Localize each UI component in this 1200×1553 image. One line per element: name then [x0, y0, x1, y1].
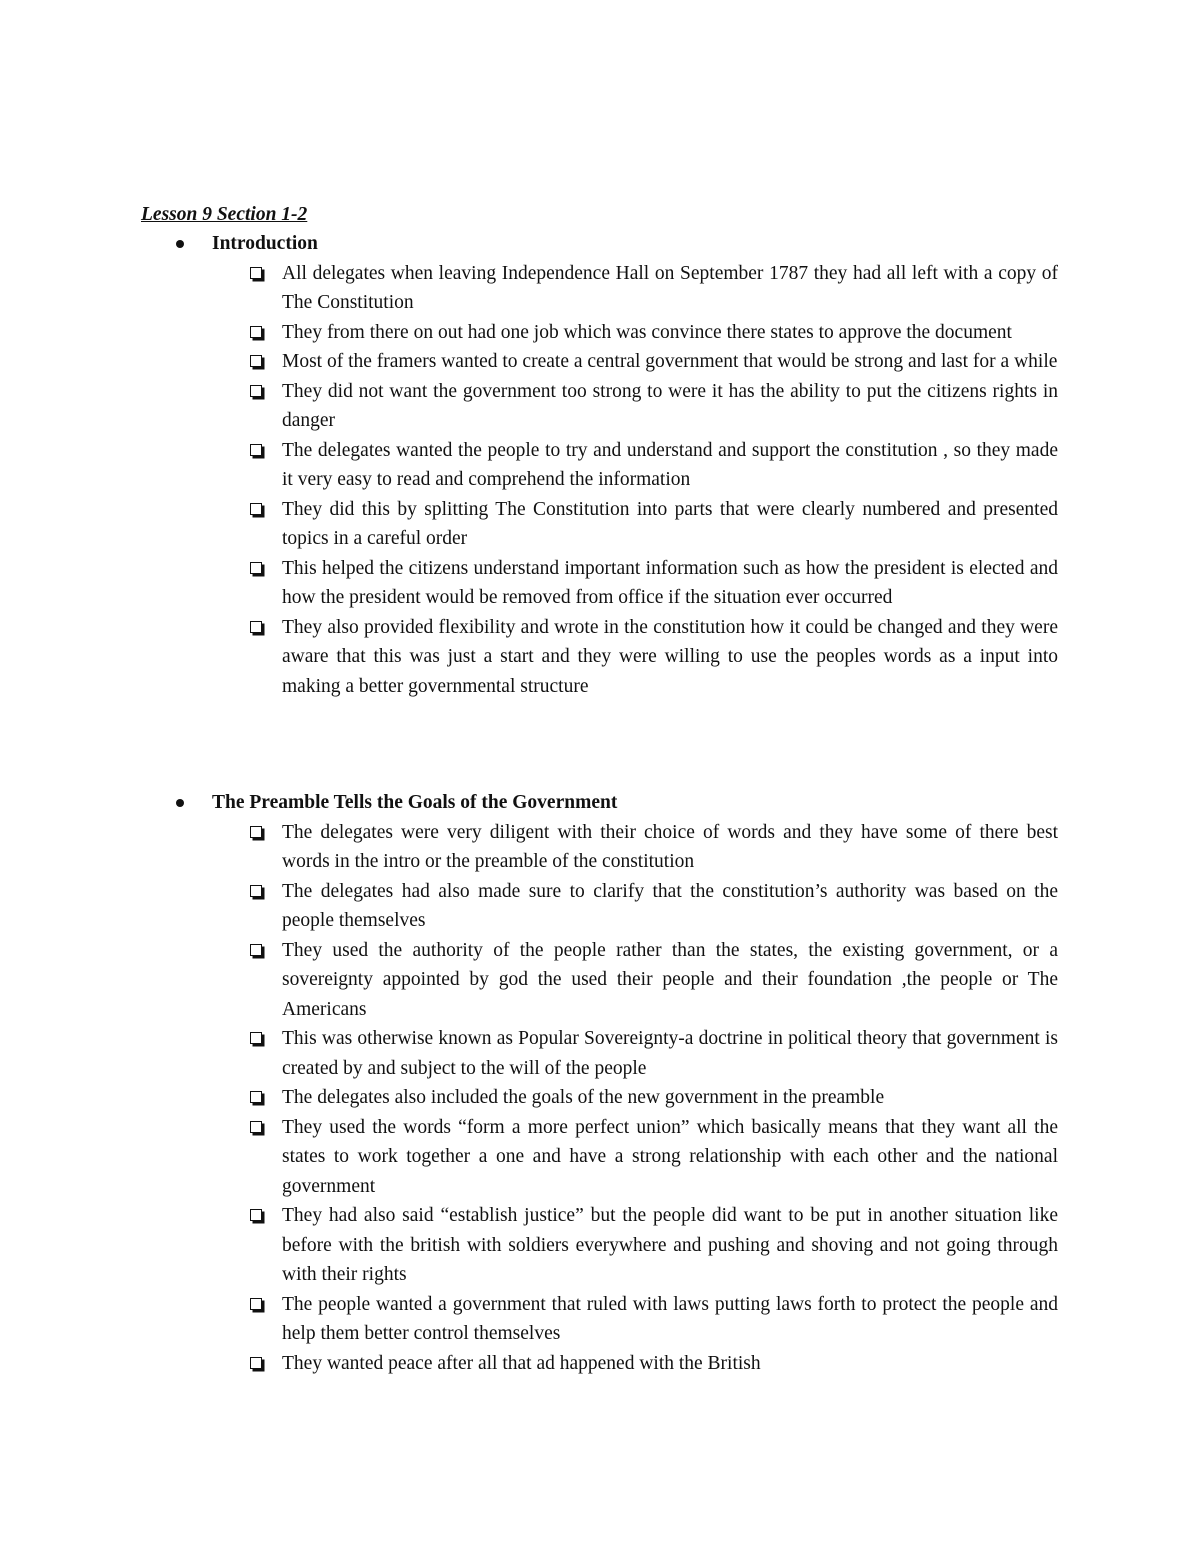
- checkbox-bullet-icon: [250, 826, 262, 838]
- document-title: Lesson 9 Section 1-2: [141, 204, 308, 225]
- list-item-text: They did not want the government too strong to were it has the ability to put the citizens rights in danger: [282, 380, 1058, 431]
- checkbox-bullet-icon: [250, 1209, 262, 1221]
- list-item: [0, 495, 1200, 554]
- checkbox-bullet-icon: [250, 267, 262, 279]
- checkbox-bullet-icon: [250, 1121, 262, 1133]
- section-header: [0, 229, 1200, 259]
- section-heading: Introduction: [212, 233, 318, 254]
- checkbox-bullet-icon: [250, 326, 262, 338]
- checkbox-bullet-icon: [250, 1298, 262, 1310]
- list-item-text: They did this by splitting The Constitution into parts that were clearly numbered and presented topics in a careful order: [282, 498, 1058, 549]
- section-introduction: [0, 229, 1200, 701]
- bullet-dot-icon: [176, 799, 184, 807]
- list-item-text: Most of the framers wanted to create a central government that would be strong and last for a while: [282, 351, 1058, 372]
- list-item: [0, 1349, 1200, 1379]
- list-item-text: This helped the citizens understand important information such as how the president is elected and how the president would be removed from office if the situation ever occurred: [282, 557, 1058, 608]
- checkbox-bullet-icon: [250, 355, 262, 367]
- list-item: [0, 613, 1200, 702]
- list-item: [0, 1083, 1200, 1113]
- list-item: [0, 936, 1200, 1025]
- list-item: [0, 1113, 1200, 1202]
- checkbox-bullet-icon: [250, 944, 262, 956]
- list-item-text: They from there on out had one job which was convince there states to approve the document: [282, 321, 1012, 343]
- list-item-text: They used the authority of the people rather than the states, the existing government, or a sovereignty appointed by god the used their people and their foundation ,the people or The Americans: [282, 939, 1058, 1020]
- list-item-text: They wanted peace after all that ad happened with the British: [282, 1352, 761, 1374]
- list-item: [0, 259, 1200, 318]
- checkbox-bullet-icon: [250, 444, 262, 456]
- section-heading: The Preamble Tells the Goals of the Government: [212, 792, 618, 813]
- list-item-text: The delegates also included the goals of the new government in the preamble: [282, 1087, 885, 1108]
- list-item: [0, 1024, 1200, 1083]
- list-item: [0, 1290, 1200, 1349]
- list-item: [0, 347, 1200, 377]
- list-item-text: The delegates had also made sure to clarify that the constitution’s authority was based on the people themselves: [282, 880, 1058, 931]
- bullet-list: [0, 818, 1200, 1379]
- checkbox-bullet-icon: [250, 385, 262, 397]
- list-item: [0, 818, 1200, 877]
- checkbox-bullet-icon: [250, 562, 262, 574]
- list-item-text: All delegates when leaving Independence Hall on September 1787 they had all left with a copy of The Constitution: [282, 262, 1058, 313]
- section-preamble: [0, 788, 1200, 1378]
- checkbox-bullet-icon: [250, 1032, 262, 1044]
- checkbox-bullet-icon: [250, 885, 262, 897]
- list-item-text: They also provided flexibility and wrote in the constitution how it could be changed and they were aware that this was just a start and they were willing to use the peoples words as a input into making a better governmental structure: [282, 616, 1058, 697]
- bullet-dot-icon: [176, 240, 184, 248]
- list-item: [0, 436, 1200, 495]
- list-item-text: They used the words “form a more perfect union” which basically means that they want all the states to work together a one and have a strong relationship with each other and the national government: [282, 1116, 1058, 1197]
- section-header: [0, 788, 1200, 818]
- bullet-list: [0, 259, 1200, 702]
- list-item: [0, 318, 1200, 348]
- list-item: [0, 554, 1200, 613]
- list-item-text: The people wanted a government that ruled with laws putting laws forth to protect the people and help them better control themselves: [282, 1293, 1058, 1344]
- checkbox-bullet-icon: [250, 621, 262, 633]
- list-item-text: This was otherwise known as Popular Sovereignty-a doctrine in political theory that government is created by and subject to the will of the people: [282, 1028, 1058, 1079]
- list-item: [0, 1201, 1200, 1290]
- list-item-text: The delegates were very diligent with their choice of words and they have some of there best words in the intro or the preamble of the constitution: [282, 821, 1058, 872]
- checkbox-bullet-icon: [250, 1091, 262, 1103]
- list-item-text: The delegates wanted the people to try and understand and support the constitution , so they made it very easy to read and comprehend the information: [282, 439, 1058, 490]
- checkbox-bullet-icon: [250, 503, 262, 515]
- checkbox-bullet-icon: [250, 1357, 262, 1369]
- list-item: [0, 377, 1200, 436]
- list-item-text: They had also said “establish justice” but the people did want to be put in another situation like before with the british with soldiers everywhere and pushing and shoving and not going through with their rights: [282, 1205, 1058, 1285]
- list-item: [0, 877, 1200, 936]
